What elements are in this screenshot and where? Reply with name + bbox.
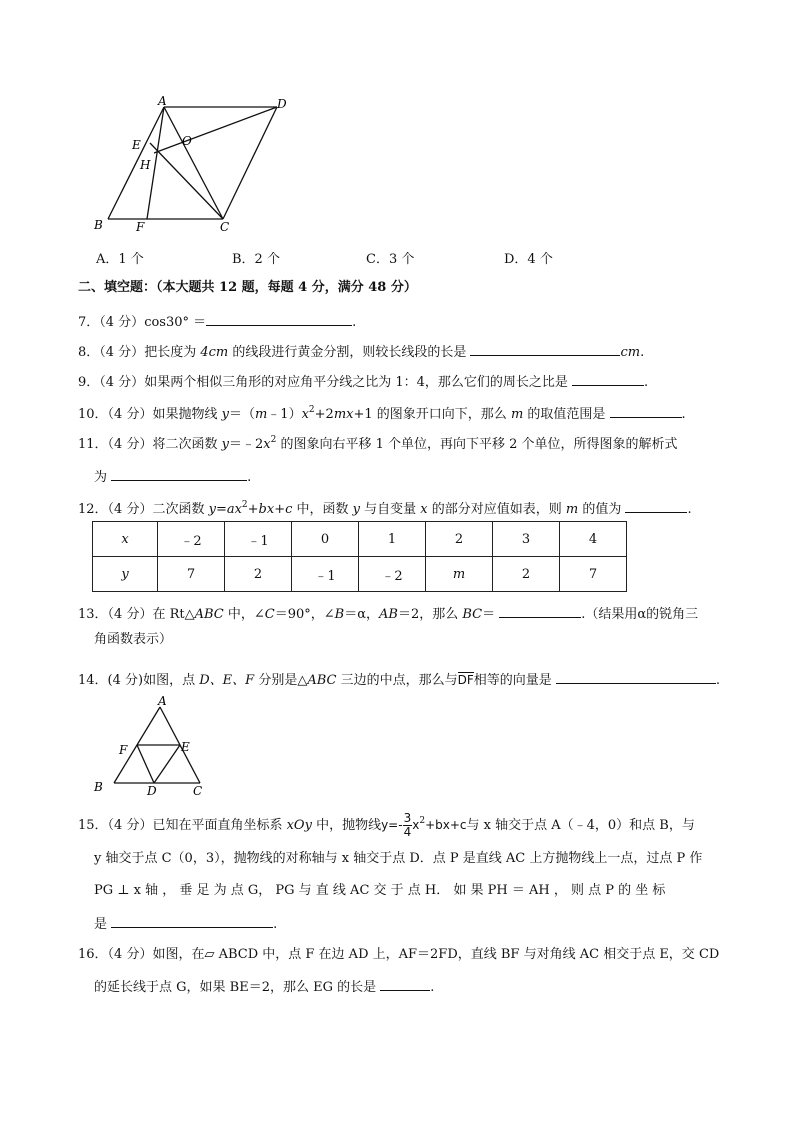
answer-blank[interactable] — [111, 466, 247, 481]
option-b: B．2 个 — [232, 252, 280, 267]
label-E: E — [181, 740, 190, 754]
table-cell: 7 — [158, 557, 225, 592]
question-14: 14．(4 分)如图，点 D、E、F 分别是△ABC 三边的中点，那么与DF相等的向量是 . — [78, 669, 720, 691]
section-title: 二、填空题：（本大题共 12 题，每题 4 分，满分 48 分） — [78, 280, 417, 295]
answer-blank[interactable] — [572, 371, 644, 386]
table-cell: ﹣2 — [359, 557, 426, 592]
label-O: O — [182, 134, 192, 148]
question-11: 11．（4 分）将二次函数 $y=﹣2x^2$ 的图象向右平移 1 个单位，再向下平移 2 个单位，所得图象的解析式 — [78, 435, 678, 452]
question-15-line3: PG ⊥ x 轴 ， 垂 足 为 点 G， PG 与 直 线 AC 交 于 点 H． 如 果 PH ＝ AH ， 则 点 P 的 坐 标 — [94, 883, 666, 898]
question-9: 9．（4 分）如果两个相似三角形的对应角平分线之比为 1：4，那么它们的周长之比是 . — [78, 371, 648, 393]
table-cell: ﹣1 — [292, 557, 359, 592]
answer-blank[interactable] — [610, 403, 682, 418]
fraction: $\frac{3}{4}$ — [403, 811, 412, 839]
option-d: D．4 个 — [504, 252, 553, 267]
answer-blank[interactable] — [499, 603, 581, 618]
answer-blank[interactable] — [556, 669, 716, 684]
table-cell: y — [93, 557, 158, 592]
question-13: 13．（4 分）在 Rt△ABC 中，∠C＝90°，∠B＝α，AB＝2，那么 BC＝ .（结果用α的锐角三 — [78, 603, 698, 625]
table-cell: 2 — [225, 557, 292, 592]
answer-blank[interactable] — [111, 913, 273, 928]
question-11-line2: 为 . — [94, 466, 251, 488]
answer-blank[interactable] — [470, 341, 620, 356]
label-C: C — [193, 784, 203, 798]
question-13-line2: 角函数表示） — [94, 632, 173, 647]
option-c: C．3 个 — [366, 252, 415, 267]
table-cell: 4 — [560, 522, 627, 557]
label-A: A — [158, 95, 167, 108]
table-row — [93, 522, 627, 557]
question-16: 16．（4 分）如图，在▱ ABCD 中，点 F 在边 AD 上，AF＝2FD，直线 BF 与对角线 AC 相交于点 E，交 CD — [78, 947, 720, 962]
option-a: A．1 个 — [96, 252, 144, 267]
answer-blank[interactable] — [206, 311, 352, 326]
label-C: C — [220, 220, 230, 234]
question-10: 10．（4 分）如果抛物线 $y=(m﹣1)x^2+2mx+1$ 的图象开口向下，那么 m 的取值范围是 . — [78, 405, 686, 422]
vector-df: DF — [457, 673, 474, 687]
label-B: B — [94, 780, 103, 794]
table-cell: ﹣1 — [225, 522, 292, 557]
question-15-line4: 是 . — [94, 913, 277, 935]
label-F: F — [119, 743, 128, 757]
question-7: 7．（4 分）cos30° ＝ . — [78, 311, 356, 333]
table-cell: 3 — [493, 522, 560, 557]
table-cell: ﹣2 — [158, 522, 225, 557]
table-cell: x — [93, 522, 158, 557]
table-cell: 2 — [493, 557, 560, 592]
triangle-figure — [90, 695, 220, 800]
answer-blank[interactable] — [625, 498, 687, 513]
label-E: E — [132, 138, 141, 152]
question-15: 15．（4 分）已知在平面直角坐标系 xOy 中，抛物线y=- $\frac{3}{4}$ $x^2+bx+c$与 x 轴交于点 A（﹣4，0）和点 B，与 — [78, 811, 695, 839]
table-cell: 0 — [292, 522, 359, 557]
table-cell: m — [426, 557, 493, 592]
label-D: D — [277, 97, 287, 111]
value-table — [92, 521, 627, 592]
label-D: D — [147, 784, 157, 798]
question-8: 8．（4 分）把长度为 4cm 的线段进行黄金分割，则较长线段的长是 cm. — [78, 341, 644, 363]
table-cell: 1 — [359, 522, 426, 557]
answer-blank[interactable] — [380, 976, 430, 991]
table-cell: 7 — [560, 557, 627, 592]
label-F: F — [136, 220, 145, 234]
label-B: B — [94, 218, 103, 232]
question-12: 12．（4 分）二次函数 $y=ax^2+bx+c$ 中，函数 y 与自变量 x 的部分对应值如表，则 m 的值为 . — [78, 500, 692, 517]
question-15-line2: y 轴交于点 C（0，3），抛物线的对称轴与 x 轴交于点 D．点 P 是直线 AC 上方抛物线上一点，过点 P 作 — [94, 851, 703, 866]
table-row — [93, 557, 627, 592]
label-A: A — [158, 695, 167, 708]
question-16-line2: 的延长线于点 G，如果 BE＝2，那么 EG 的长是 . — [94, 976, 434, 998]
label-H: H — [140, 158, 151, 172]
table-cell: 2 — [426, 522, 493, 557]
parallelogram-figure — [90, 95, 300, 235]
